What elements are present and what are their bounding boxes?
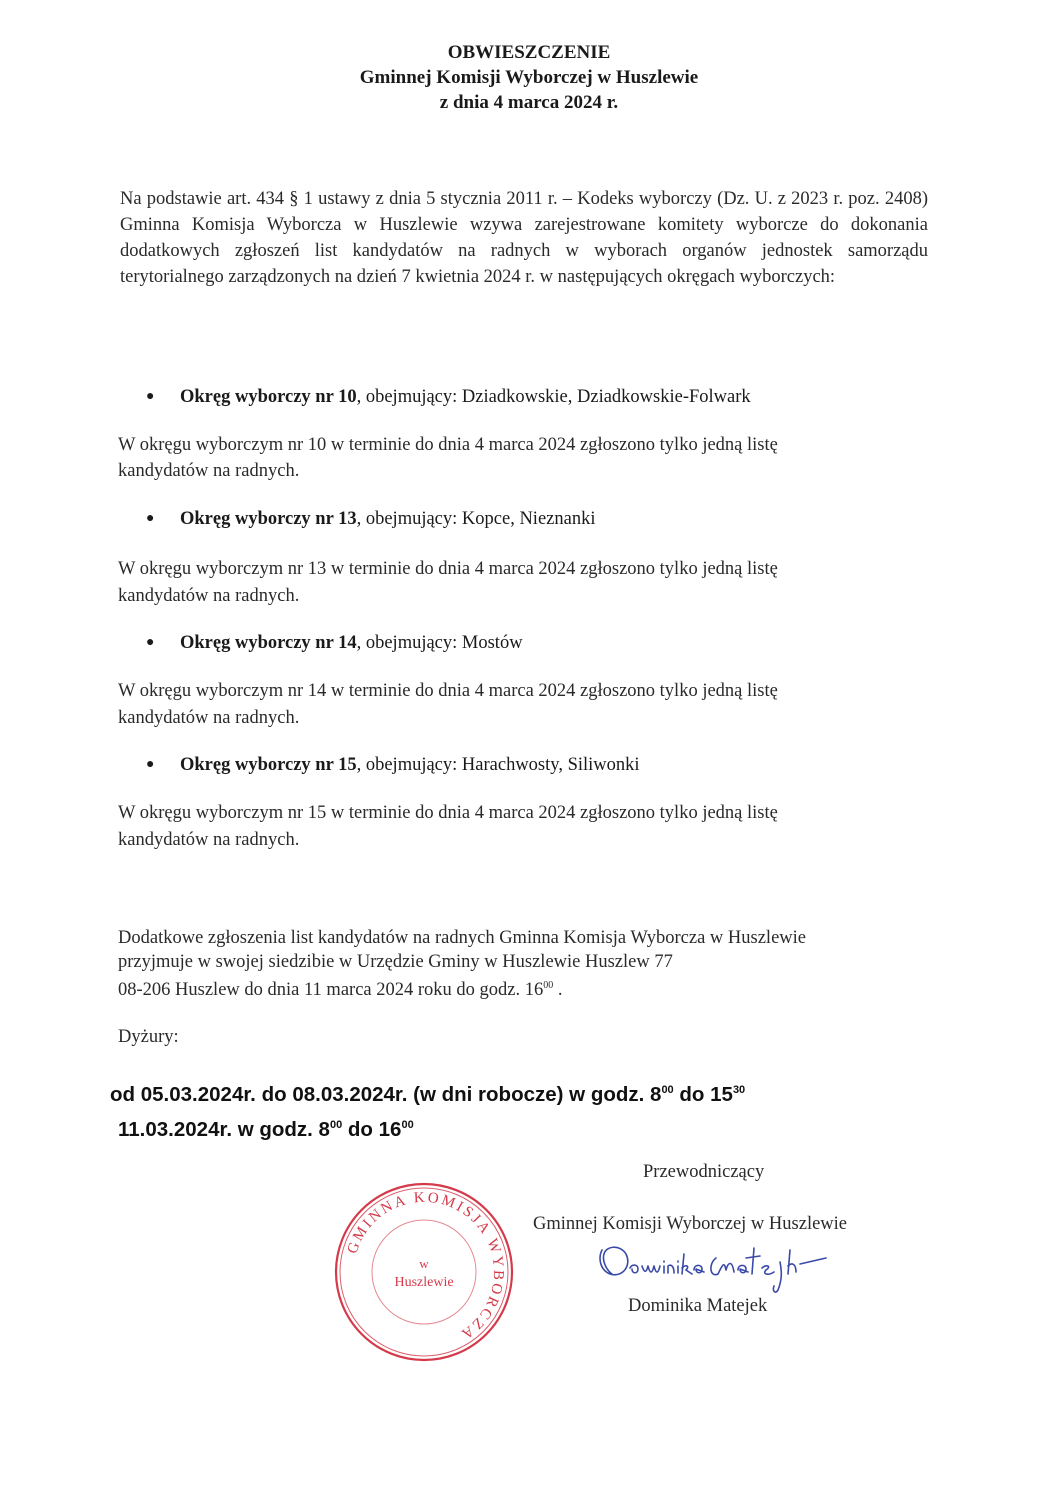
district-areas: , obejmujący: Dziadkowskie, Dziadkowskie-Folwark — [356, 387, 751, 407]
district-heading — [180, 630, 523, 656]
document-title: OBWIESZCZENIE — [447, 42, 611, 63]
district-notice-line: kandydatów na radnych. — [118, 708, 300, 728]
district-label: Okręg wyborczy nr 10 — [180, 387, 357, 407]
district-notice-line: kandydatów na radnych. — [118, 461, 300, 481]
bullet-icon: ● — [146, 511, 155, 526]
duty-hours-row — [110, 1110, 950, 1145]
district-notice — [118, 556, 926, 610]
stamp-center-top: w — [419, 1256, 429, 1271]
district-notice — [118, 432, 926, 485]
duty-hours — [110, 1075, 950, 1145]
handwritten-signature — [596, 1236, 846, 1296]
signatory-name: Dominika Matejek — [628, 1296, 768, 1316]
closing-line: Dodatkowe zgłoszenia list kandydatów na radnych Gminna Komisja Wyborcza w Huszlewie — [118, 928, 806, 948]
duty-label: Dyżury: — [118, 1027, 179, 1047]
district-label: Okręg wyborczy nr 14 — [180, 633, 357, 653]
duty-hours-text: od 05.03.2024r. do 08.03.2024r. (w dni robocze) w godz. 8 — [110, 1082, 662, 1106]
duty-hours-minutes: 00 — [661, 1084, 674, 1096]
district-areas: , obejmujący: Kopce, Nieznanki — [356, 509, 596, 529]
duty-hours-minutes: 00 — [401, 1118, 414, 1131]
stamp-ring-text: GMINNA KOMISJA WYBORCZA — [344, 1189, 507, 1344]
stamp-center-bottom: Huszlewie — [394, 1275, 454, 1290]
district-notice-line: kandydatów na radnych. — [118, 586, 300, 606]
district-notice-line: W okręgu wyborczym nr 13 w terminie do dnia 4 marca 2024 zgłoszono tylko jedną listę — [118, 559, 778, 579]
official-stamp — [332, 1180, 516, 1364]
district-heading — [180, 752, 640, 778]
district-heading — [180, 384, 751, 410]
closing-deadline: 08-206 Huszlew do dnia 11 marca 2024 roku do godz. 16 — [118, 980, 544, 1001]
signatory-organization: Gminnej Komisji Wyborczej w Huszlewie — [533, 1214, 848, 1234]
duty-hours-text: do 16 — [342, 1117, 402, 1141]
document-header — [0, 40, 1058, 115]
duty-hours-minutes: 30 — [732, 1084, 746, 1096]
duty-hours-row — [110, 1075, 950, 1110]
district-notice-line: W okręgu wyborczym nr 10 w terminie do dnia 4 marca 2024 zgłoszono tylko jedną listę — [118, 435, 778, 455]
district-notice — [118, 678, 926, 732]
district-notice — [118, 800, 926, 854]
district-areas: , obejmujący: Mostów — [356, 633, 523, 653]
closing-line — [118, 974, 938, 1002]
intro-paragraph: Na podstawie art. 434 § 1 ustawy z dnia 5 stycznia 2011 r. – Kodeks wyborczy (Dz. U. z 2023 r. poz. 2408) Gminna Komisja Wyborcza w Huszlewie wzywa zarejestrowane komitety wyborcze do dokonania dodatkowych zgłoszeń list kandydatów na radnych w wyborach organów jednostek samorządu terytorialnego zarządzonych na dzień 7 kwietnia 2024 r. w następujących okręgach wyborczych: — [120, 189, 928, 287]
closing-line: przyjmuje w swojej siedzibie w Urzędzie Gminy w Huszlewie Huszlew 77 — [118, 952, 673, 972]
district-notice-line: kandydatów na radnych. — [118, 830, 300, 850]
duty-hours-text: do 15 — [673, 1082, 733, 1106]
document-date: z dnia 4 marca 2024 r. — [439, 92, 619, 113]
bullet-icon: ● — [146, 757, 155, 772]
bullet-icon: ● — [146, 635, 155, 650]
district-areas: , obejmujący: Harachwosty, Siliwonki — [356, 755, 640, 775]
district-notice-line: W okręgu wyborczym nr 15 w terminie do dnia 4 marca 2024 zgłoszono tylko jedną listę — [118, 803, 778, 823]
document-subtitle: Gminnej Komisji Wyborczej w Huszlewie — [359, 67, 699, 88]
closing-deadline-minutes: 00 — [543, 980, 554, 991]
closing-end: . — [553, 980, 563, 1001]
district-label: Okręg wyborczy nr 15 — [180, 755, 357, 775]
bullet-icon: ● — [146, 389, 155, 404]
district-label: Okręg wyborczy nr 13 — [180, 509, 357, 529]
district-heading — [180, 506, 595, 532]
duty-hours-text: 11.03.2024r. w godz. 8 — [118, 1117, 330, 1141]
closing-paragraph — [118, 926, 938, 1002]
duty-hours-minutes: 00 — [329, 1118, 343, 1131]
district-notice-line: W okręgu wyborczym nr 14 w terminie do dnia 4 marca 2024 zgłoszono tylko jedną listę — [118, 681, 778, 701]
signatory-title: Przewodniczący — [643, 1162, 765, 1182]
